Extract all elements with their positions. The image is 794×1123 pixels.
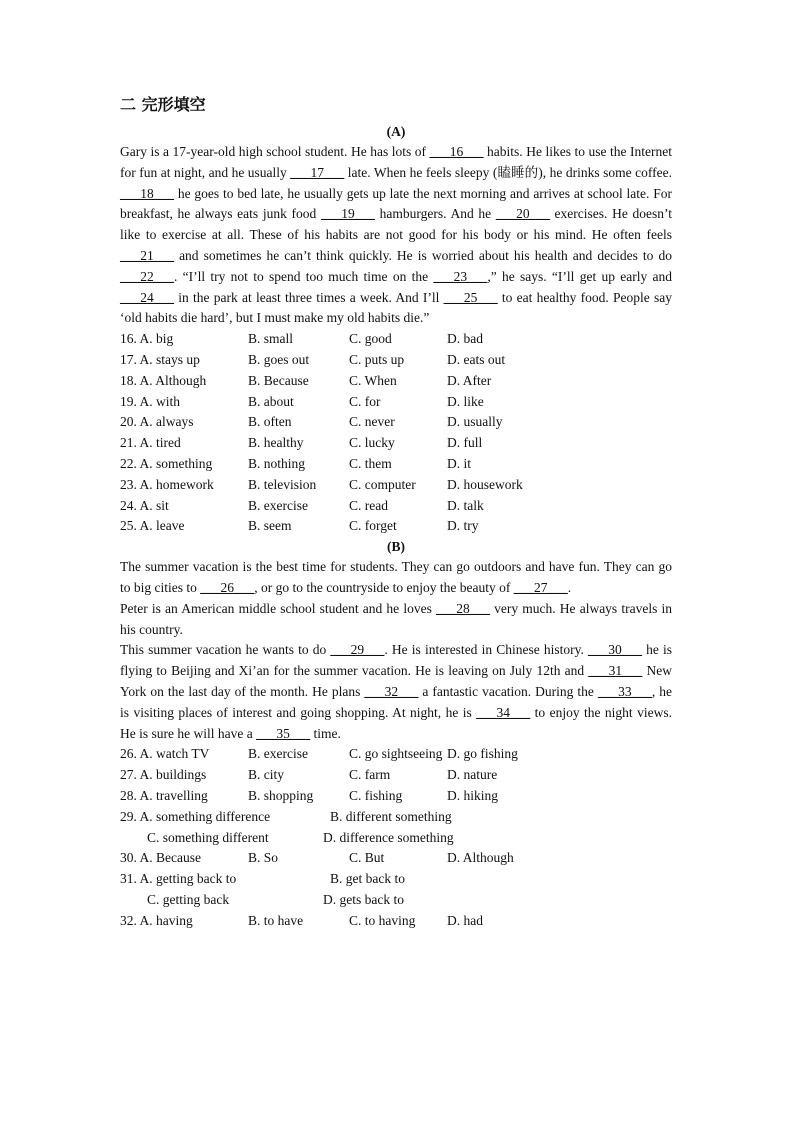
- text-run: , he is visiting places of interest and going shopping. At night, he is: [120, 683, 672, 720]
- option-text: B. exercise: [248, 746, 308, 762]
- option-text: B. So: [248, 850, 279, 866]
- question-row: [120, 350, 672, 371]
- option-text: B. often: [248, 414, 292, 430]
- question-row: [120, 496, 672, 517]
- document-page: [120, 92, 672, 931]
- answer-blank: ___33___: [597, 683, 652, 699]
- passage-paragraph: [120, 599, 672, 641]
- passage-a-questions: [120, 329, 672, 537]
- text-run: habits. He likes to use the Internet for fun at night, and he usually: [120, 144, 673, 180]
- text-run: he is flying to Beijing and Xi’an for the summer vacation. He is leaving on July 12th and: [120, 642, 673, 679]
- text-run: he goes to bed late, he usually gets up late the next morning and arrives at school late. For breakfast, he always eats junk food: [120, 185, 672, 222]
- question-row: [120, 765, 672, 786]
- option-text: B. city: [248, 767, 284, 783]
- answer-blank: ___21___: [120, 247, 174, 263]
- text-run: The summer vacation is the best time for students. They can go outdoors and have fun. They can go to big cities to: [120, 559, 672, 595]
- option-text: C. never: [349, 414, 395, 430]
- option-text: B. to have: [248, 912, 304, 928]
- text-run: late. When he feels sleepy (瞌睡的), he drinks some coffee.: [344, 164, 672, 180]
- option-text: D. difference something: [323, 829, 454, 845]
- option-text: 20. A. always: [120, 414, 194, 430]
- question-row: [120, 807, 672, 828]
- option-text: C. forget: [349, 518, 397, 534]
- text-run: , or go to the countryside to enjoy the beauty of: [254, 579, 514, 595]
- question-row: [120, 412, 672, 433]
- option-text: C. But: [349, 850, 385, 866]
- option-text: B. television: [248, 476, 317, 492]
- option-text: C. for: [349, 393, 381, 409]
- option-text: D. housework: [447, 476, 523, 492]
- question-row: [120, 475, 672, 496]
- option-text: D. had: [447, 912, 483, 928]
- question-row-continued: [120, 890, 672, 911]
- option-text: D. Although: [447, 850, 514, 866]
- option-text: B. about: [248, 393, 294, 409]
- option-text: D. try: [447, 518, 479, 534]
- option-text: C. good: [349, 331, 392, 347]
- option-text: B. different something: [330, 808, 452, 824]
- passage-a-text: [120, 142, 672, 329]
- question-row: [120, 392, 672, 413]
- option-text: D. like: [447, 393, 484, 409]
- question-row: [120, 454, 672, 475]
- text-run: ,” he says. “I’ll get up early and: [487, 268, 672, 284]
- option-text: B. small: [248, 331, 294, 347]
- answer-blank: ___22___: [120, 268, 174, 284]
- question-row: [120, 371, 672, 392]
- option-text: 27. A. buildings: [120, 767, 207, 783]
- option-text: 28. A. travelling: [120, 787, 208, 803]
- answer-blank: ___27___: [513, 579, 568, 595]
- option-text: D. full: [447, 435, 483, 451]
- option-text: C. read: [349, 497, 388, 513]
- text-run: This summer vacation he wants to do: [120, 642, 331, 658]
- answer-blank: ___31___: [588, 663, 643, 679]
- option-text: D. gets back to: [323, 891, 404, 907]
- question-row: [120, 869, 672, 890]
- option-text: D. bad: [447, 331, 483, 347]
- text-run: a fantastic vacation. During the: [418, 683, 598, 699]
- passage-paragraph: [120, 640, 672, 744]
- text-run: Gary is a 17-year-old high school student. He has lots of: [120, 144, 430, 159]
- option-text: C. getting back: [147, 891, 230, 907]
- question-row: [120, 433, 672, 454]
- answer-blank: ___18___: [120, 185, 174, 201]
- text-run: exercises. He doesn’t like to exercise at all. These of his habits are not good for his body or his mind. He often feels: [120, 206, 673, 243]
- answer-blank: ___29___: [330, 642, 385, 658]
- option-text: B. seem: [248, 518, 292, 534]
- text-run: . He is interested in Chinese history.: [384, 642, 588, 658]
- question-row: [120, 329, 672, 350]
- option-text: C. fishing: [349, 787, 403, 803]
- passage-b-questions: [120, 744, 672, 931]
- option-text: B. get back to: [330, 871, 405, 887]
- option-text: B. shopping: [248, 787, 314, 803]
- option-text: 23. A. homework: [120, 476, 214, 492]
- question-row: [120, 911, 672, 932]
- option-text: C. lucky: [349, 435, 395, 451]
- text-run: time.: [310, 725, 341, 741]
- passage-b-text: [120, 557, 672, 744]
- option-text: B. nothing: [248, 455, 306, 471]
- option-text: 30. A. Because: [120, 850, 201, 866]
- option-text: D. hiking: [447, 787, 499, 803]
- option-text: 26. A. watch TV: [120, 746, 210, 762]
- question-row: [120, 848, 672, 869]
- option-text: 24. A. sit: [120, 497, 169, 513]
- option-text: 18. A. Although: [120, 372, 207, 388]
- answer-blank: ___25___: [443, 289, 498, 305]
- text-run: and sometimes he can’t think quickly. He is worried about his health and decides to do: [174, 247, 672, 263]
- question-row: [120, 786, 672, 807]
- option-text: C. them: [349, 455, 392, 471]
- option-text: 22. A. something: [120, 455, 213, 471]
- option-text: D. usually: [447, 414, 503, 430]
- text-run: to enjoy the night views. He is sure he will have a: [120, 704, 672, 741]
- text-run: very much. He always travels in his country.: [120, 600, 672, 637]
- question-row: [120, 744, 672, 765]
- option-text: C. puts up: [349, 351, 405, 367]
- option-text: D. After: [447, 372, 492, 388]
- passage-b-label: (B): [387, 539, 405, 555]
- option-text: 21. A. tired: [120, 435, 181, 451]
- question-row-continued: [120, 828, 672, 849]
- section-title: 二 完形填空: [120, 95, 206, 114]
- option-text: 25. A. leave: [120, 518, 185, 534]
- option-text: 31. A. getting back to: [120, 871, 237, 887]
- passage-paragraph: [120, 557, 672, 599]
- answer-blank: ___16___: [429, 144, 484, 159]
- option-text: 29. A. something difference: [120, 808, 271, 824]
- option-text: B. healthy: [248, 435, 304, 451]
- text-run: to eat healthy food. People say ‘old habits die hard’, but I must make my old habits die.”: [120, 289, 672, 326]
- option-text: D. it: [447, 455, 472, 471]
- option-text: B. exercise: [248, 497, 308, 513]
- option-text: 16. A. big: [120, 331, 174, 347]
- answer-blank: ___24___: [120, 289, 174, 305]
- answer-blank: ___23___: [433, 268, 488, 284]
- answer-blank: ___28___: [435, 600, 490, 616]
- option-text: C. go sightseeing: [349, 746, 443, 762]
- option-text: B. Because: [248, 372, 309, 388]
- option-text: D. nature: [447, 767, 498, 783]
- answer-blank: ___32___: [364, 683, 419, 699]
- text-run: hamburgers. And he: [374, 206, 496, 222]
- option-text: B. goes out: [248, 351, 310, 367]
- question-row: [120, 516, 672, 537]
- text-run: . “I’ll try not to spend too much time on the: [174, 268, 434, 284]
- option-text: C. something different: [147, 829, 269, 845]
- answer-blank: ___34___: [476, 704, 531, 720]
- passage-a-label: (A): [386, 124, 406, 139]
- option-text: 19. A. with: [120, 393, 181, 409]
- answer-blank: ___20___: [495, 206, 550, 222]
- option-text: D. go fishing: [447, 746, 518, 762]
- option-text: 32. A. having: [120, 912, 193, 928]
- answer-blank: ___17___: [290, 164, 345, 180]
- option-text: 17. A. stays up: [120, 351, 200, 367]
- option-text: C. computer: [349, 476, 416, 492]
- answer-blank: ___30___: [587, 642, 642, 658]
- answer-blank: ___26___: [200, 579, 255, 595]
- option-text: D. talk: [447, 497, 484, 513]
- text-run: Peter is an American middle school student and he loves: [120, 600, 436, 616]
- option-text: C. When: [349, 372, 397, 388]
- text-run: in the park at least three times a week. And I’ll: [174, 289, 444, 305]
- text-run: .: [567, 579, 572, 595]
- text-run: New York on the last day of the month. He plans: [120, 663, 672, 699]
- answer-blank: ___35___: [256, 725, 311, 741]
- option-text: C. to having: [349, 912, 416, 928]
- option-text: C. farm: [349, 767, 391, 783]
- answer-blank: ___19___: [320, 206, 375, 222]
- option-text: D. eats out: [447, 351, 506, 367]
